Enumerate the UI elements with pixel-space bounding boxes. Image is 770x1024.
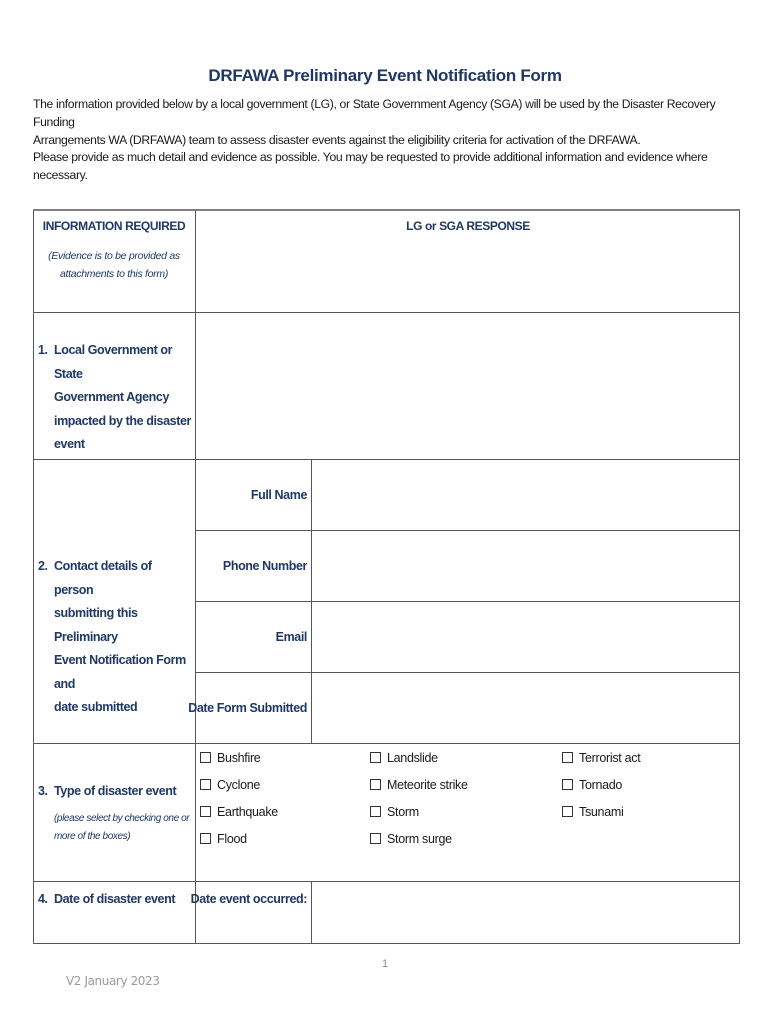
option-label: Bushfire (217, 751, 261, 765)
option-bushfire[interactable] (200, 751, 260, 765)
intro-line-1: The information provided below by a local government (LG), or State Government Agency (SGA) will be used by the Disaster Recovery Funding (33, 97, 716, 129)
option-tsunami[interactable] (562, 805, 623, 819)
q2-row-line-3 (195, 672, 740, 673)
full-name-field[interactable] (312, 461, 739, 530)
evidence-note-line-1: (Evidence is to be provided as (48, 250, 180, 262)
q2-row-line-2 (195, 601, 740, 602)
evidence-note (33, 247, 195, 283)
q3-bottom-line (33, 881, 740, 882)
evidence-note-line-2: attachments to this form) (59, 268, 169, 280)
option-earthquake[interactable] (200, 805, 278, 819)
checkbox-icon[interactable] (562, 752, 573, 763)
table-bottom-line (33, 943, 740, 944)
q2-label (54, 555, 194, 720)
q1-label-line: event (54, 437, 85, 451)
q1-label (54, 339, 194, 457)
q2-bottom-line (33, 743, 740, 744)
q1-bottom-line (33, 459, 740, 460)
intro-line-2: Arrangements WA (DRFAWA) team to assess disaster events against the eligibility criteria for activation of the DRFAWA. (33, 133, 641, 147)
option-meteorite-strike[interactable] (370, 778, 468, 792)
checkbox-icon[interactable] (200, 752, 211, 763)
date-event-occurred-label: Date event occurred: (190, 892, 307, 906)
option-label: Flood (217, 832, 247, 846)
option-label: Cyclone (217, 778, 261, 792)
q2-label-line: Event Notification Form and (54, 653, 186, 691)
option-label: Tsunami (579, 805, 624, 819)
checkbox-icon[interactable] (200, 779, 211, 790)
option-cyclone[interactable] (200, 778, 260, 792)
date-form-submitted-field[interactable] (312, 674, 739, 743)
checkbox-icon[interactable] (370, 806, 381, 817)
option-label: Storm surge (387, 832, 452, 846)
checkbox-icon[interactable] (370, 752, 381, 763)
table-left-border (33, 211, 34, 944)
checkbox-icon[interactable] (370, 833, 381, 844)
q1-number: 1. (38, 343, 48, 357)
option-storm-surge[interactable] (370, 832, 452, 846)
checkbox-icon[interactable] (200, 833, 211, 844)
option-flood[interactable] (200, 832, 247, 846)
email-label: Email (275, 630, 307, 644)
email-field[interactable] (312, 603, 739, 672)
q3-note (54, 810, 194, 846)
q1-label-line: Local Government or State (54, 343, 173, 381)
checkbox-icon[interactable] (562, 806, 573, 817)
info-required-header: INFORMATION REQUIRED (42, 219, 186, 233)
checkbox-icon[interactable] (562, 779, 573, 790)
q3-note-line-1: (please select by checking one or (54, 813, 190, 824)
q3-number: 3. (38, 784, 48, 798)
table-right-border (739, 211, 740, 944)
option-label: Tornado (579, 778, 623, 792)
q1-response-field[interactable] (196, 313, 739, 459)
option-landslide[interactable] (370, 751, 438, 765)
q2-row-line-1 (195, 530, 740, 531)
q3-note-line-2: more of the boxes) (54, 831, 131, 842)
checkbox-icon[interactable] (370, 779, 381, 790)
checkbox-icon[interactable] (200, 806, 211, 817)
option-label: Meteorite strike (387, 778, 468, 792)
option-tornado[interactable] (562, 778, 622, 792)
option-storm[interactable] (370, 805, 419, 819)
full-name-label: Full Name (250, 488, 307, 502)
response-header: LG or SGA RESPONSE (406, 219, 530, 233)
page-number: 1 (381, 958, 389, 970)
q3-label: Type of disaster event (54, 784, 177, 798)
option-label: Terrorist act (579, 751, 641, 765)
form-title: DRFAWA Preliminary Event Notification Form (208, 66, 562, 85)
q2-number: 2. (38, 559, 48, 573)
date-form-submitted-label: Date Form Submitted (188, 701, 307, 715)
option-label: Landslide (387, 751, 438, 765)
version-label: V2 January 2023 (66, 974, 160, 988)
option-terrorist-act[interactable] (562, 751, 640, 765)
phone-number-field[interactable] (312, 532, 739, 601)
option-label: Earthquake (217, 805, 278, 819)
q2-label-line: Contact details of person (54, 559, 152, 597)
option-label: Storm (387, 805, 419, 819)
q1-label-line: impacted by the disaster (54, 413, 191, 428)
q1-label-line: Government Agency (54, 390, 169, 404)
form-table (33, 209, 740, 944)
intro-paragraph-1 (33, 95, 733, 149)
date-event-occurred-field[interactable] (312, 883, 739, 943)
phone-number-label: Phone Number (222, 559, 307, 573)
q2-label-line: submitting this Preliminary (54, 606, 138, 644)
q2-label-line: date submitted (54, 700, 138, 714)
intro-paragraph-2: Please provide as much detail and evidence as possible. You may be requested to provide additional information and evidence where necessary. (33, 150, 708, 182)
q4-label: Date of disaster event (54, 892, 176, 906)
q4-number: 4. (38, 892, 48, 906)
